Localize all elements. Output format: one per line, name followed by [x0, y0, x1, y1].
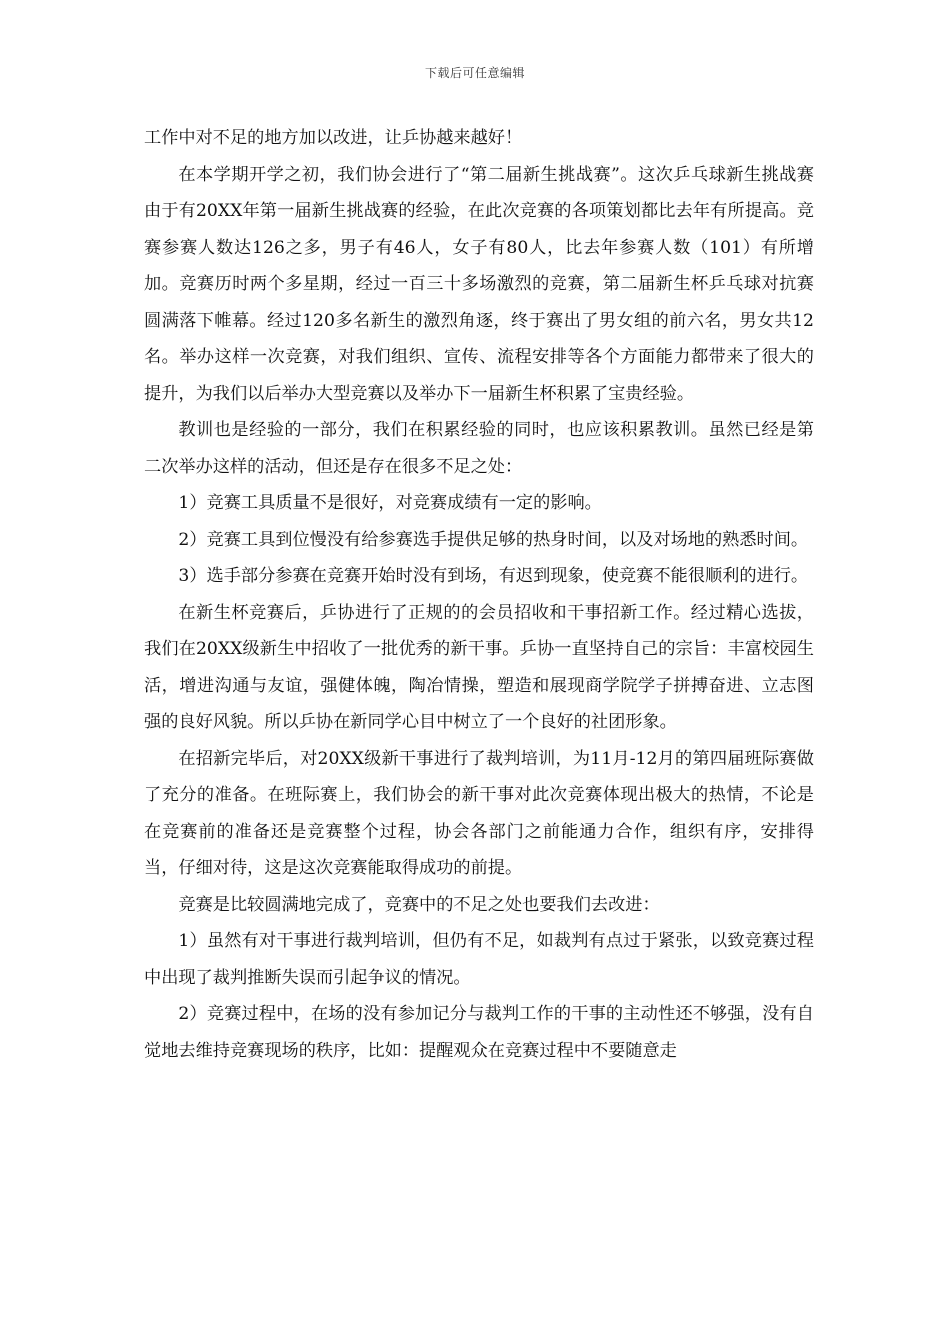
paragraph-improvements-intro: 竞赛是比较圆满地完成了，竞赛中的不足之处也要我们去改进： [178, 894, 660, 915]
list-item-staff-initiative: 2）竞赛过程中，在场的没有参加记分与裁判工作的干事的主动性还不够强，没有自觉地去维持竞赛现场的秩序，比如：提醒观众在竞赛过程中不要随意走 [144, 1004, 814, 1061]
paragraph-challenge-event: 在本学期开学之初，我们协会进行了“第二届新生挑战赛”。这次乒乓球新生挑战赛由于有20XX年第一届新生挑战赛的经验，在此次竞赛的各项策划都比去年有所提高。竞赛参赛人数达126之多，男子有46人，女子有80人，比去年参赛人数（101）有所增加。竞赛历时两个多星期，经过一百三十多场激烈的竞赛，第二届新生杯乒乓球对抗赛圆满落下帷幕。经过120多名新生的激烈角逐，终于赛出了男女组的前六名，男女共12名。举办这样一次竞赛，对我们组织、宣传、流程安排等各个方面能力都带来了很大的提升，为我们以后举办大型竞赛以及举办下一届新生杯积累了宝贵经验。 [144, 164, 814, 404]
paragraph-recruitment: 在新生杯竞赛后，乒协进行了正规的的会员招收和干事招新工作。经过精心选拔，我们在20XX级新生中招收了一批优秀的新干事。乒协一直坚持自己的宗旨：丰富校园生活，增进沟通与友谊，强健体魄，陶冶情操，塑造和展现商学院学子拼搏奋进、立志图强的良好风貌。所以乒协在新同学心目中树立了一个良好的社团形象。 [144, 602, 814, 732]
list-item-tools-quality: 1）竞赛工具质量不是很好，对竞赛成绩有一定的影响。 [178, 493, 602, 513]
paragraph-continuation: 工作中对不足的地方加以改进，让乒协越来越好！ [144, 128, 523, 148]
page-header: 下载后可任意编辑 [424, 66, 525, 80]
document-body [144, 120, 814, 1069]
list-item-tools-delay: 2）竞赛工具到位慢没有给参赛选手提供足够的热身时间，以及对场地的熟悉时间。 [178, 529, 809, 550]
paragraph-referee-training: 在招新完毕后，对20XX级新干事进行了裁判培训，为11月-12月的第四届班际赛做了充分的准备。在班际赛上，我们协会的新干事对此次竞赛体现出极大的热情，不论是在竞赛前的准备还是竞赛整个过程，协会各部门之前能通力合作，组织有序，安排得当，仔细对待，这是这次竞赛能取得成功的前提。 [144, 748, 814, 878]
list-item-late-players: 3）选手部分参赛在竞赛开始时没有到场，有迟到现象，使竞赛不能很顺利的进行。 [178, 566, 809, 586]
paragraph-lessons-intro: 教训也是经验的一部分，我们在积累经验的同时，也应该积累教训。虽然已经是第二次举办这样的活动，但还是存在很多不足之处： [144, 420, 814, 477]
list-item-referee-nervous: 1）虽然有对干事进行裁判培训，但仍有不足，如裁判有点过于紧张，以致竞赛过程中出现了裁判推断失误而引起争议的情况。 [144, 931, 814, 988]
